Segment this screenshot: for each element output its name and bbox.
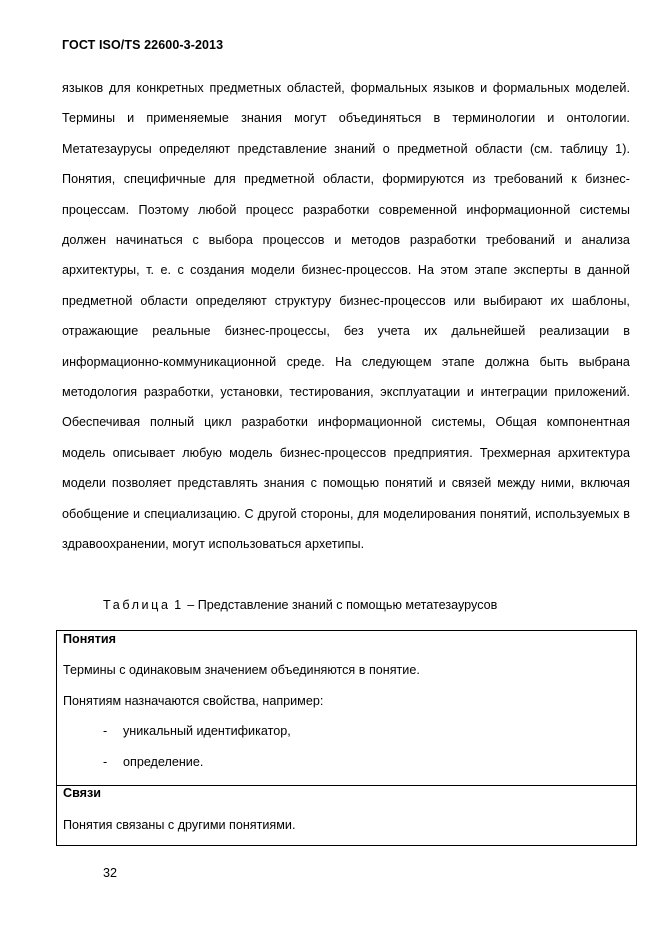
- table-caption-label: Таблица: [103, 598, 171, 612]
- body-text: [62, 73, 630, 560]
- bullet-marker: -: [103, 724, 108, 738]
- body-paragraph: языков для конкретных предметных областей, формальных языков и формальных моделей. Термины и применяемые знания могут объединяться в терминологии и онтологии. Метатезаурусы определяют представление знаний о предметной области (см. таблицу 1). Понятия, специфичные для предметной области, формируются из требований к бизнес-процессам. Поэтому любой процесс разработки современной информационной системы должен начинаться с выбора процессов и методов разработки требований и анализа архитектуры, т. е. с создания модели бизнес-процессов. На этом этапе эксперты в данной предметной области определяют структуру бизнес-процессов или выбирают их шаблоны, отражающие реальные бизнес-процессы, без учета их дальнейшей реализации в информационно-коммуникационной среде. На следующем этапе должна быть выбрана методология разработки, установки, тестирования, эксплуатации и интеграции приложений. Обеспечивая полный цикл разработки информационной системы, Общая компонентная модель описывает любую модель бизнес-процессов предприятия. Трехмерная архитектура модели позволяет представлять знания с помощью понятий и связей между ними, включая обобщение и специализацию. С другой стороны, для моделирования понятий, используемых в здравоохранении, могут использоваться архетипы.: [62, 81, 630, 552]
- table-heading-concepts: Понятия: [63, 632, 116, 646]
- bullet-marker: -: [103, 755, 108, 769]
- page-number: 32: [103, 866, 118, 880]
- table-cell-concepts: [57, 631, 636, 786]
- table-heading-relations: Связи: [63, 786, 102, 800]
- document-header: ГОСТ ISO/TS 22600-3-2013: [62, 38, 224, 52]
- table-caption-number: 1: [174, 598, 184, 612]
- table-text-line: Термины с одинаковым значением объединяются в понятие.: [63, 663, 420, 677]
- table-caption-text: Представление знаний с помощью метатезаурусов: [197, 598, 498, 612]
- bullet-text: определение.: [123, 755, 204, 769]
- table-text-line: Понятиям назначаются свойства, например:: [63, 694, 324, 708]
- table-cell-relations: [57, 785, 636, 845]
- table-caption: [103, 598, 497, 612]
- table-text-line: Понятия связаны с другими понятиями.: [63, 818, 296, 832]
- concepts-table: [56, 630, 637, 846]
- table-caption-dash: –: [187, 598, 195, 612]
- bullet-text: уникальный идентификатор,: [123, 724, 291, 738]
